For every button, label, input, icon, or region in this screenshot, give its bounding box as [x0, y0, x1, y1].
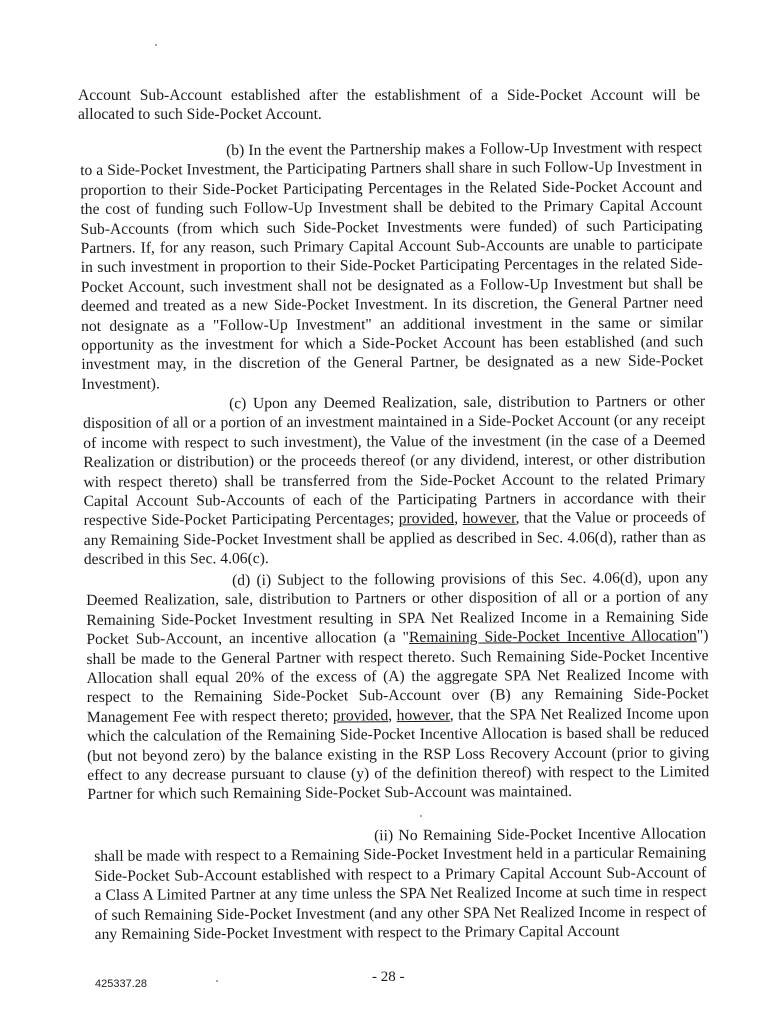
paragraph-text: Account Sub-Account established after the establishment of a Side-Pocket Account will be allocated to such Side-Pocket Account. — [78, 87, 700, 124]
paragraph-text: Deemed Realization, sale, distribution to Partners or other disposition of all or a portion of any Remaining Side-Pocket Investment resulting in SPA Net Realized Income in a Remaining Side Pocket Sub-Account, an incentive allocation (a " — [86, 588, 709, 649]
scan-speck — [155, 44, 157, 46]
page-number: - 28 - — [372, 969, 405, 985]
paragraph-d-ii — [94, 824, 707, 944]
defined-term: Remaining Side-Pocket Incentive Allocation — [408, 627, 697, 647]
paragraph-text: , that the Value or proceeds of any Remaining Side-Pocket Investment shall be applied as described in Sec. 4.06(d), rather than as described in this Sec. 4.06(c). — [83, 509, 706, 569]
paragraph-text: disposition of all or a portion of an investment maintained in a Side-Pocket Account (or any receipt of income with respect to such investment), the Value of the investment (in the case of a Deemed Realization or distribution) or the proceeds thereof (or any dividend, interest, or other distribution with respect thereto) shall be transferred from the Side-Pocket Account to the related Primary Capital Account Sub-Accounts of each of the Participating Partners in accordance with their respective Side-Pocket Participating Percentages; — [83, 412, 706, 530]
scan-speck — [216, 980, 218, 982]
paragraph-text: respect to a Side-Pocket Investment, the Participating Partners shall share in such Follow-Up Investment in proportion to their Side-Pocket Participating Percentages in the Related Side-Pocket Account and the cost of funding such Follow-Up Investment shall be debited to the Primary Capital Account Sub-Accounts (from which such Side-Pocket Investments were funded) of such Participating Partners. If, for any reason, such Primary Capital Account Sub-Accounts are unable to participate in such investment in proportion to their Side-Pocket Participating Percentages in the related Side-Pocket Account, such investment shall not be designated as a Follow-Up Investment but shall be deemed and treated as a new Side-Pocket Investment. In its discretion, the General Partner need not designate as a "Follow-Up Investment" an additional investment in the same or similar opportunity as the investment for which a Side-Pocket Account has been established (and such investment may, in the discretion of the General Partner, be designated as a new Side-Pocket Investment). — [80, 139, 704, 393]
paragraph-c — [83, 392, 706, 570]
paragraph-lead: (ii) No Remaining Side-Pocket Incentive Allocation shall be — [94, 825, 707, 866]
paragraph-text: ") shall be made to the General Partner with respect thereto. Such Remaining Side-Pocket Incentive Allocation shall equal 20% of the excess of (A) the aggregate SPA Net Realized Income with respect to the Remaining Side-Pocket Sub-Account over (B) any Remaining Side-Pocket Management Fee with respect thereto; — [86, 627, 709, 726]
scan-speck — [420, 815, 422, 817]
paragraph-d-i — [86, 568, 709, 805]
proviso-separator: , — [388, 706, 397, 724]
proviso-provided: provided — [398, 510, 455, 528]
paragraph-b — [80, 138, 704, 394]
paragraph-lead: (d) (i) Subject to the following provisions of this Sec. 4.06(d), upon any — [232, 569, 709, 590]
proviso-however: however — [396, 706, 450, 724]
proviso-provided: provided — [332, 707, 389, 725]
proviso-separator: , — [454, 510, 463, 528]
paragraph-lead: (c) Upon any Deemed Realization, sale, distribution to Partners or other — [229, 392, 706, 413]
paragraph-text: , that the SPA Net Realized Income upon which the calculation of the Remaining Side-Pocket Incentive Allocation is based shall be reduced (but not beyond zero) by the balance existing in the RSP Loss Recovery Account (prior to giving effect to any decrease pursuant to clause (y) of the definition thereof) with respect to the Limited Partner for which such Remaining Side-Pocket Sub-Account was maintained. — [86, 705, 710, 804]
paragraph-text: made with respect to a Remaining Side-Pocket Investment held in a particular Remaining Side-Pocket Sub-Account established with respect to a Primary Capital Account Sub-Account of a Class A Limited Partner at any time unless the SPA Net Realized Income at such time in respect of such Remaining Side-Pocket Investment (and any other SPA Net Realized Income in respect of any Remaining Side-Pocket Investment with respect to the Primary Capital Account — [94, 844, 707, 944]
paragraph-continuation — [78, 86, 700, 125]
proviso-however: however — [462, 510, 516, 528]
document-id: 425337.28 — [95, 978, 147, 990]
paragraph-lead: (b) In the event the Partnership makes a Follow-Up Investment with — [226, 139, 654, 160]
